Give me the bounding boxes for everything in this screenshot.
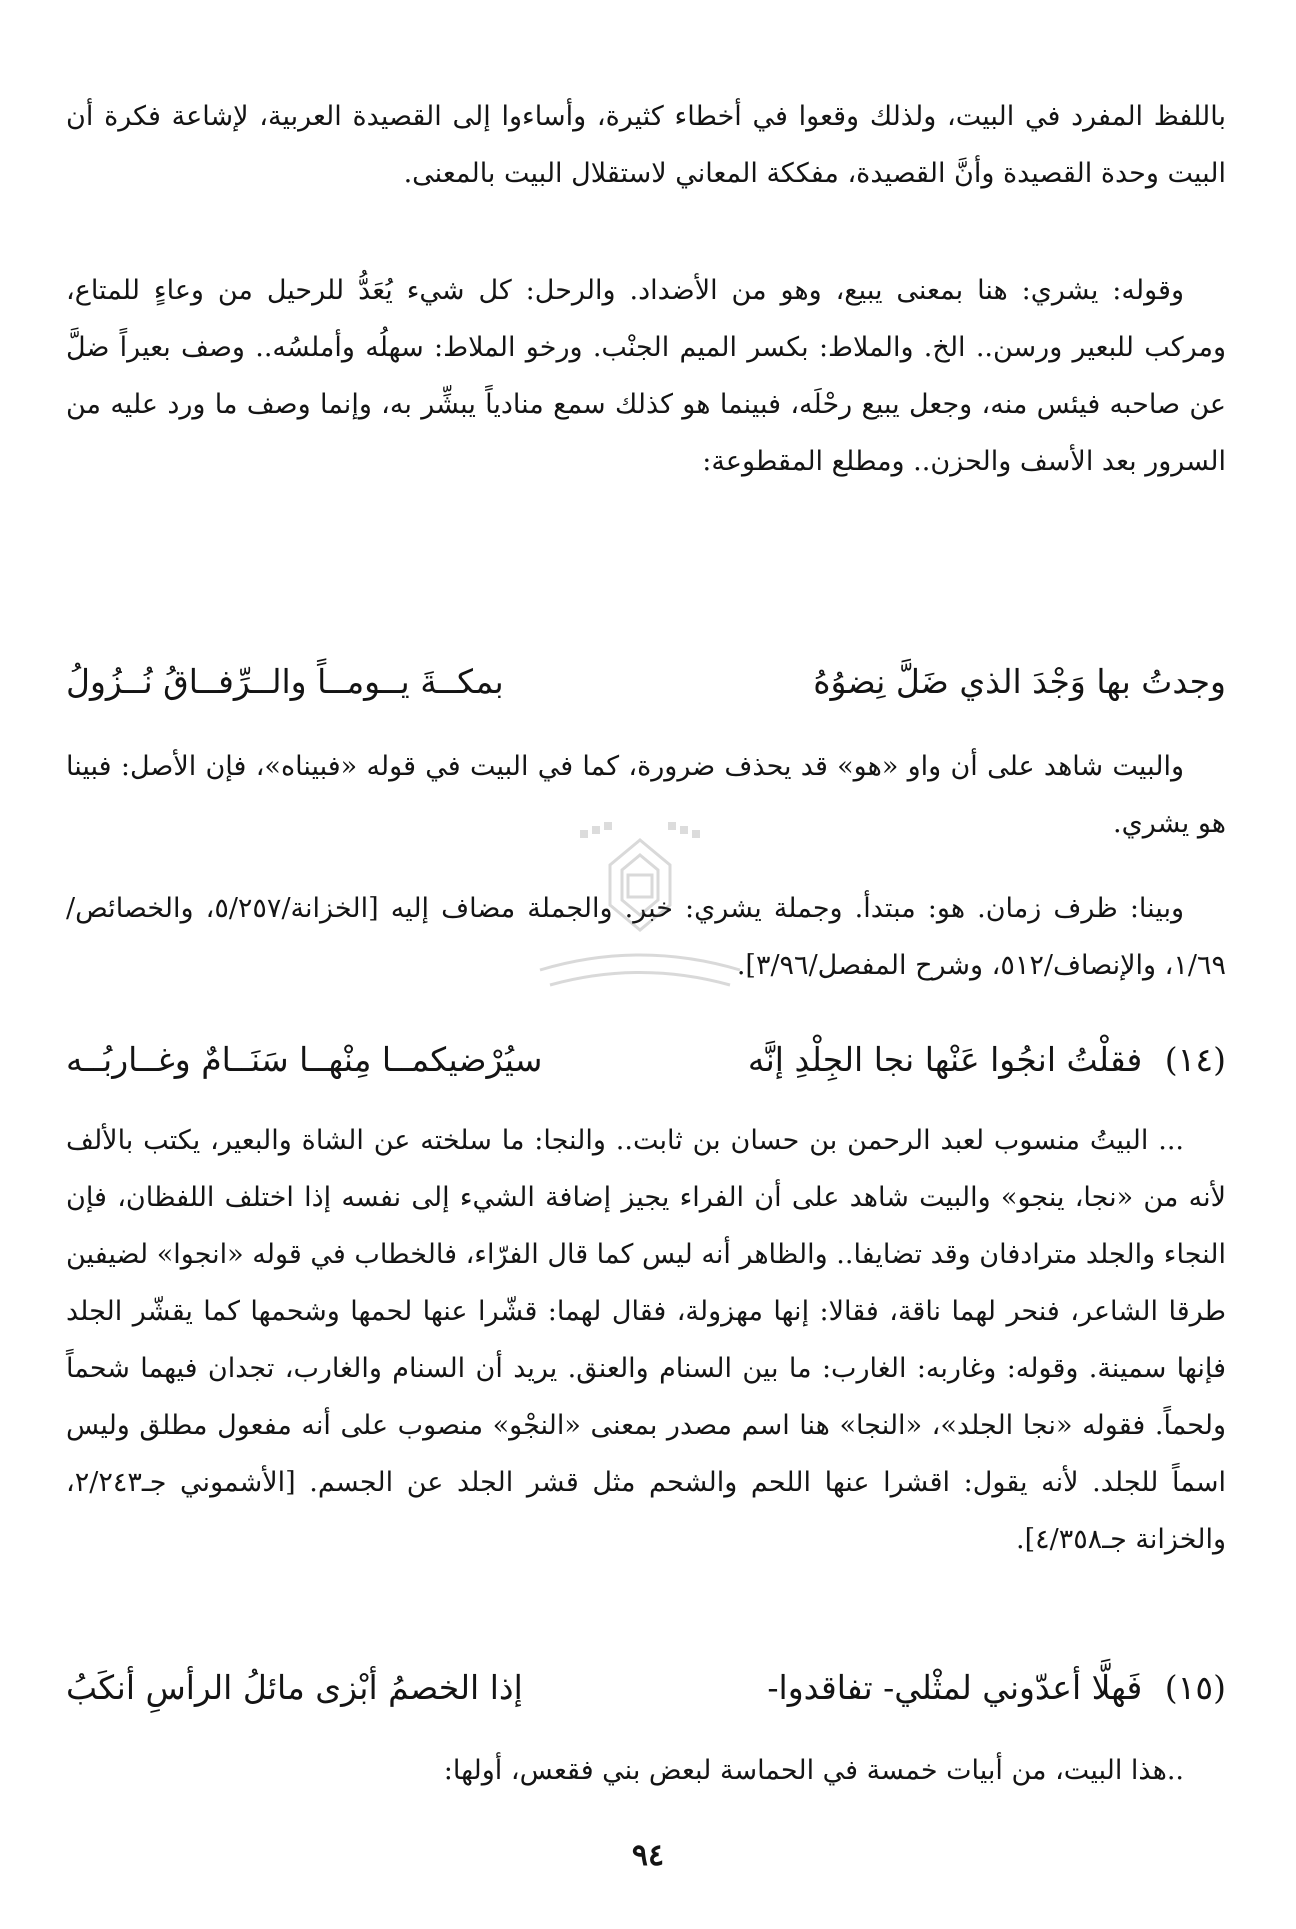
paragraph-5: ... البيتُ منسوب لعبد الرحمن بن حسان بن ثابت.. والنجا: ما سلخته عن الشاة والبعير، يكتب بالألف لأنه من «نجا، ينجو» والبيت شاهد على أن الفراء يجيز إضافة الشيء إلى نفسه إذا اختلف اللفظان، فإن النجاء والجلد مترادفان وقد تضايفا.. والظاهر أنه ليس كما قال الفرّاء، فالخطاب في قوله «انجوا» لضيفين طرقا الشاعر، فنحر لهما ناقة، فقالا: إنها مهزولة، فقال لهما: قشّرا عنها لحمها وشحمها كما يقشّر الجلد فإنها سمينة. وقوله: وغاربه: الغارب: ما بين السنام والعنق. يريد أن السنام والغارب، تجدان فيهما شحماً ولحماً. فقوله «نجا الجلد»، «النجا» هنا اسم مصدر بمعنى «النجْو» منصوب على أنه مفعول مطلق وليس اسماً للجلد. لأنه يقول: اقشرا عنها اللحم والشحم مثل قشر الجلد عن الجسم. [الأشموني جـ٢/٢٤٣، والخزانة جـ٤/٣٥٨]. — [66, 1125, 1226, 1555]
verse-15 — [66, 1658, 1226, 1718]
paragraph-2: وقوله: يشري: هنا بمعنى يبيع، وهو من الأضداد. والرحل: كل شيء يُعَدُّ للرحيل من وعاءٍ للمتاع، ومركب للبعير ورسن.. الخ. والملاط: بكسر الميم الجنْب. ورخو الملاط: سهلُه وأملسُه.. وصف بعيراً ضلَّ عن صاحبه فيئس منه، وجعل يبيع رحْلَه، فبينما هو كذلك سمع منادياً يبشِّر به، وإنما وصف ما ورد عليه من السرور بعد الأسف والحزن.. ومطلع المقطوعة: — [66, 275, 1226, 477]
verse-first-hemistich: وجدتُ بها وَجْدَ الذي ضَلَّ نِضوُهُ — [813, 662, 1226, 701]
verse-second-hemistich: إذا الخصمُ أبْزى مائلُ الرأسِ أنكَبُ — [66, 1668, 523, 1707]
paragraph-3: والبيت شاهد على أن واو «هو» قد يحذف ضرورة، كما في البيت في قوله «فبيناه»، فإن الأصل: فبينا هو يشري. — [66, 751, 1226, 839]
verse-first-hemistich: فقلْتُ انجُوا عَنْها نجا الجِلْدِ إنَّه — [747, 1040, 1143, 1079]
verse-14 — [66, 1030, 1226, 1090]
verse-number: (١٥) — [1164, 1668, 1226, 1707]
verse-first-hemistich: فَهلَّا أعدّوني لمثْلي- تفاقدوا- — [767, 1668, 1143, 1707]
verse-second-hemistich: سيُرْضيكمــا مِنْهــا سَنَــامٌ وغــاربُــه — [66, 1040, 543, 1079]
verse-number: (١٤) — [1164, 1040, 1226, 1079]
verse-1 — [66, 652, 1226, 712]
page-number: ٩٤ — [631, 1838, 665, 1873]
paragraph-6: ..هذا البيت، من أبيات خمسة في الحماسة لبعض بني فقعس، أولها: — [443, 1755, 1184, 1786]
verse-second-hemistich: بمكــةَ يــومــاً والــرِّفــاقُ نُــزُولُ — [66, 662, 504, 701]
paragraph-4: وبينا: ظرف زمان. هو: مبتدأ. وجملة يشري: خبر. والجملة مضاف إليه [الخزانة/٥/٢٥٧، والخصائص/١/٦٩، والإنصاف/٥١٢، وشرح المفصل/٣/٩٦]. — [66, 893, 1226, 981]
paragraph-1: باللفظ المفرد في البيت، ولذلك وقعوا في أخطاء كثيرة، وأساءوا إلى القصيدة العربية، لإشاعة فكرة أن البيت وحدة القصيدة وأنَّ القصيدة، مفككة المعاني لاستقلال البيت بالمعنى. — [66, 101, 1226, 189]
